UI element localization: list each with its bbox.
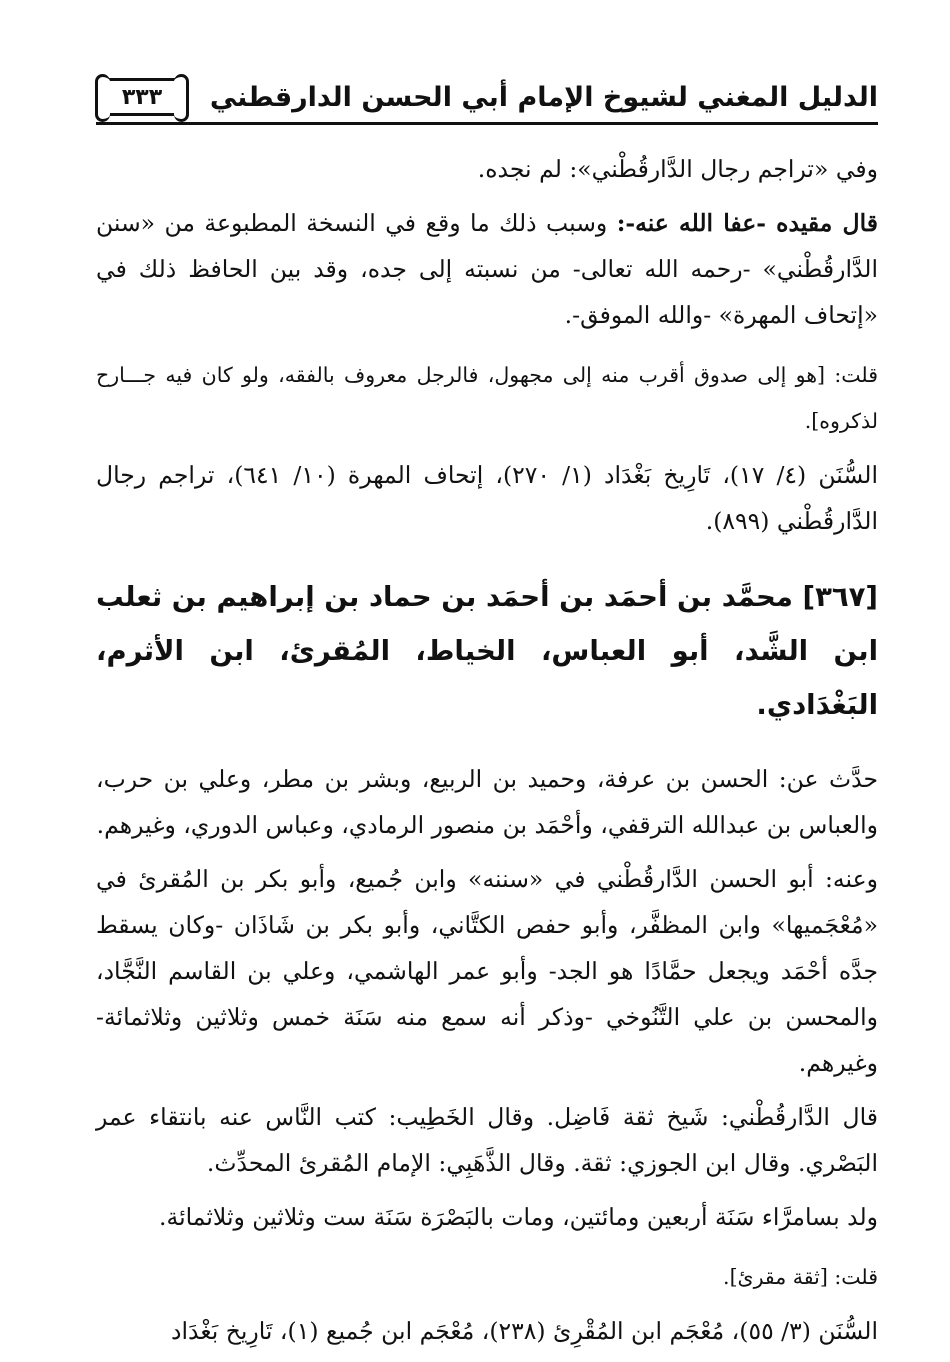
paragraph-verdict-2: قلت: [ثقة مقرئ]. [723,1265,878,1289]
header-rule [96,122,878,125]
paragraph-note: وفي «تراجم رجال الدَّارقُطْني»: لم نجده. [477,155,878,183]
paragraph-dates: ولد بسامرَّاء سَنَة أربعين ومائتين، ومات بالبَصْرَة سَنَة ست وثلاثين وثلاثمائة. [159,1203,878,1231]
paragraph-sources: السُّنَن (٤/ ١٧)، تَارِيخ بَغْدَاد (١/ ٢٧٠)، إتحاف المهرة (١٠/ ٦٤١)، تراجم رجال الدَّارقُطْني (٨٩٩). [96,461,878,535]
entry-heading: [٣٦٧] محمَّد بن أحمَد بن أحمَد بن حماد بن إبراهيم بن ثعلب ابن الشَّد، أبو العباس، الخياط، المُقرئ، ابن الأثرم، البَغْدَادي. [96,581,878,721]
running-title: الدليل المغني لشيوخ الإمام أبي الحسن الدارقطني [209,82,878,113]
paragraph-sources-2: السُّنَن (٣/ ٥٥)، مُعْجَم ابن المُقْرِئ (٢٣٨)، مُعْجَم ابن جُميع (١)، تَارِيخ بَغْدَاد [171,1317,878,1345]
paragraph-students: وعنه: أبو الحسن الدَّارقُطْني في «سننه» وابن جُميع، وأبو بكر بن المُقرئ في «مُعْجَميها» وابن المظفَّر، وأبو حفص الكتَّاني، وأبو بكر بن شَاذَان -وكان يسقط جدَّه أحْمَد ويجعل حمَّادًا هو الجد- وأبو عمر الهاشمي، وعلي بن القاسم النَّجَّاد، والمحسن بن علي التَّنُوخي -وذكر أنه سمع منه سَنَة خمس وثلاثين وثلاثمائة- وغيرهم. [96,865,878,1077]
page-body [96,146,878,1362]
editor-note-lead: قال مقيده -عفا الله عنه-: [616,209,878,237]
page-header [96,72,878,128]
paragraph-editor-note [96,200,878,338]
editor-note-text: وسبب ذلك ما وقع في النسخة المطبوعة من «سنن الدَّارقُطْني» -رحمه الله تعالى- من نسبته إلى جده، وقد بين الحافظ ذلك في «إتحاف المهرة» -والله الموفق-. [96,209,878,329]
page-number-box [104,78,180,116]
paragraph-teachers: حدَّث عن: الحسن بن عرفة، وحميد بن الربيع، وبشر بن مطر، وعلي بن حرب، والعباس بن عبدالله الترقفي، وأحْمَد بن منصور الرمادي، وعباس الدوري، وغيرهم. [96,765,878,839]
page-number: ٣٣٣ [121,84,163,110]
paragraph-verdict: قلت: [هو إلى صدوق أقرب منه إلى مجهول، فالرجل معروف بالفقه، ولو كان فيه جـــارح لذكروه]. [96,363,878,433]
paragraph-grading: قال الدَّارقُطْني: شَيخ ثقة فَاضِل. وقال الخَطِيب: كتب النَّاس عنه بانتقاء عمر البَصْري. وقال ابن الجوزي: ثقة. وقال الذَّهَبِي: الإمام المُقرئ المحدِّث. [96,1103,878,1177]
